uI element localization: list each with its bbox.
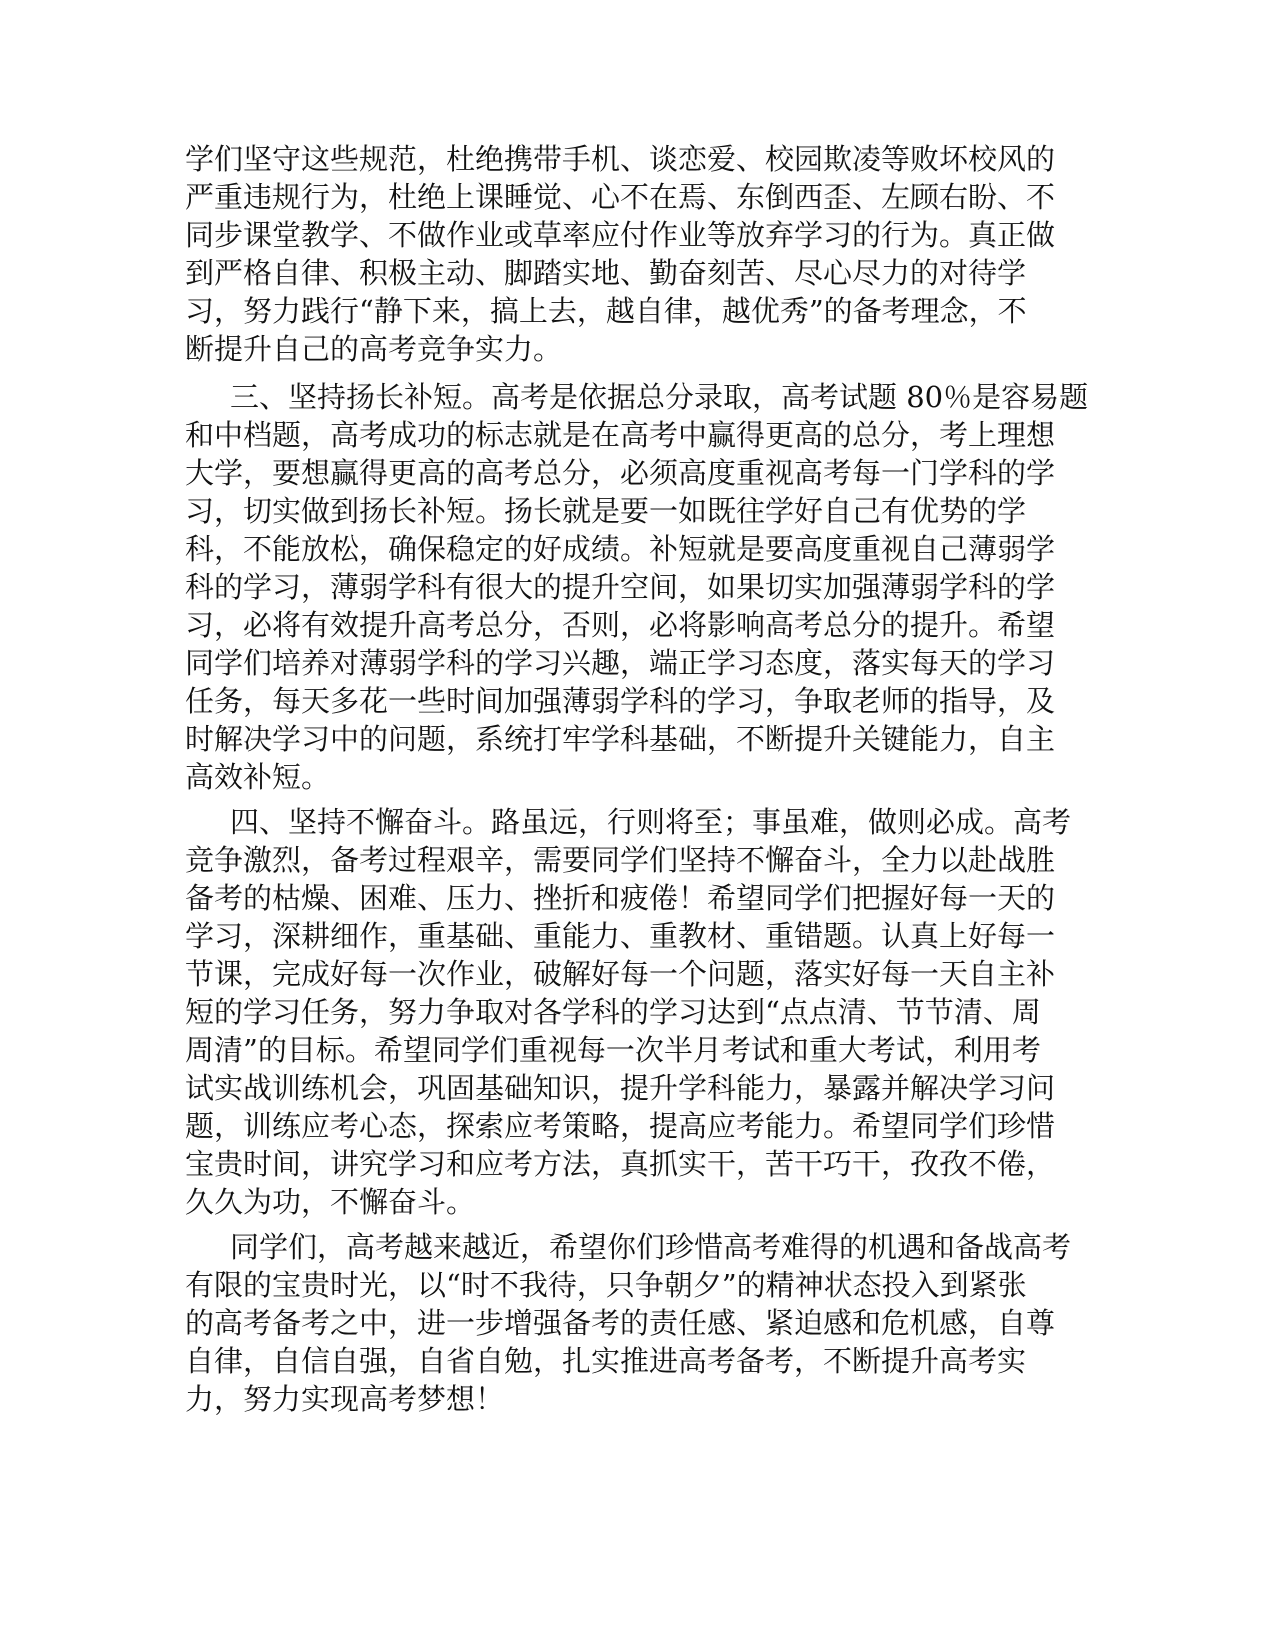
text-line: 习，努力践行“静下来，搞上去，越自律，越优秀”的备考理念，不 <box>185 294 1027 328</box>
text-line: 科的学习，薄弱学科有很大的提升空间，如果切实加强薄弱学科的学 <box>185 570 1056 604</box>
text-line: 短的学习任务，努力争取对各学科的学习达到“点点清、节节清、周 <box>185 995 1041 1029</box>
paragraph-section-three <box>185 378 1089 796</box>
text-line: 的高考备考之中，进一步增强备考的责任感、紧迫感和危机感，自尊 <box>185 1306 1056 1340</box>
text-line: 竞争激烈，备考过程艰辛，需要同学们坚持不懈奋斗，全力以赴战胜 <box>185 843 1056 877</box>
paragraph-continuation <box>185 140 1085 368</box>
text-line: 时解决学习中的问题，系统打牢学科基础，不断提升关键能力，自主 <box>185 722 1056 756</box>
paragraph-closing <box>185 1228 1085 1418</box>
text-line: 题，训练应考心态，探索应考策略，提高应考能力。希望同学们珍惜 <box>185 1109 1056 1143</box>
text-line: 同学们培养对薄弱学科的学习兴趣，端正学习态度，落实每天的学习 <box>185 646 1056 680</box>
text-line: 同步课堂教学、不做作业或草率应付作业等放弃学习的行为。真正做 <box>185 218 1056 252</box>
text-line: 学习，深耕细作，重基础、重能力、重教材、重错题。认真上好每一 <box>185 919 1056 953</box>
text-line: 高效补短。 <box>185 760 331 794</box>
text-line: 学们坚守这些规范，杜绝携带手机、谈恋爱、校园欺凌等败坏校风的 <box>185 142 1056 176</box>
text-line: 习，必将有效提升高考总分，否则，必将影响高考总分的提升。希望 <box>185 608 1056 642</box>
text-line: 大学，要想赢得更高的高考总分，必须高度重视高考每一门学科的学 <box>185 456 1056 490</box>
text-line: 宝贵时间，讲究学习和应考方法，真抓实干，苦干巧干，孜孜不倦， <box>185 1147 1056 1181</box>
text-line: 四、坚持不懈奋斗。路虽远，行则将至；事虽难，做则必成。高考 <box>230 805 1072 839</box>
text-line: 自律，自信自强，自省自勉，扎实推进高考备考，不断提升高考实 <box>185 1344 1027 1378</box>
text-line: 科，不能放松，确保稳定的好成绩。补短就是要高度重视自己薄弱学 <box>185 532 1056 566</box>
text-line: 到严格自律、积极主动、脚踏实地、勤奋刻苦、尽心尽力的对待学 <box>185 256 1027 290</box>
text-line: 习，切实做到扬长补短。扬长就是要一如既往学好自己有优势的学 <box>185 494 1027 528</box>
text-line: 任务，每天多花一些时间加强薄弱学科的学习，争取老师的指导，及 <box>185 684 1056 718</box>
text-line: 有限的宝贵时光，以“时不我待，只争朝夕”的精神状态投入到紧张 <box>185 1268 1027 1302</box>
text-line: 周清”的目标。希望同学们重视每一次半月考试和重大考试，利用考 <box>185 1033 1041 1067</box>
text-line: 久久为功，不懈奋斗。 <box>185 1185 476 1219</box>
text-line: 三、坚持扬长补短。高考是依据总分录取，高考试题 80％是容易题 <box>230 380 1089 414</box>
text-line: 试实战训练机会，巩固基础知识，提升学科能力，暴露并解决学习问 <box>185 1071 1056 1105</box>
text-line: 严重违规行为，杜绝上课睡觉、心不在焉、东倒西歪、左顾右盼、不 <box>185 180 1056 214</box>
text-line: 断提升自己的高考竞争实力。 <box>185 332 563 366</box>
text-line: 备考的枯燥、困难、压力、挫折和疲倦！希望同学们把握好每一天的 <box>185 881 1056 915</box>
text-line: 同学们，高考越来越近，希望你们珍惜高考难得的机遇和备战高考 <box>230 1230 1072 1264</box>
paragraph-section-four <box>185 803 1085 1221</box>
text-line: 力，努力实现高考梦想！ <box>185 1382 505 1416</box>
text-line: 节课，完成好每一次作业，破解好每一个问题，落实好每一天自主补 <box>185 957 1056 991</box>
text-line: 和中档题，高考成功的标志就是在高考中赢得更高的总分，考上理想 <box>185 418 1056 452</box>
